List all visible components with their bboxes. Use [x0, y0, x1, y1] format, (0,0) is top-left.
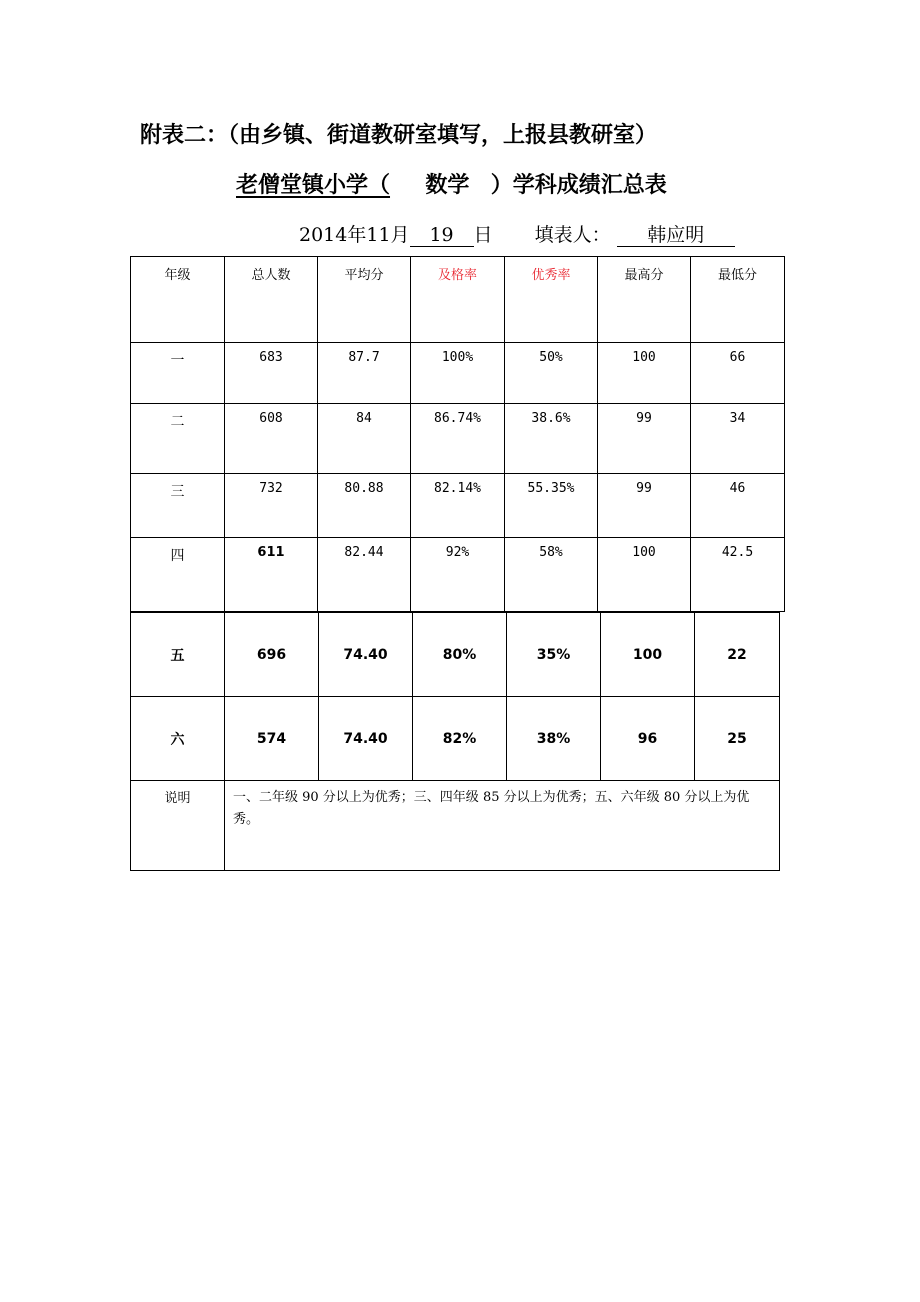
total-cell: 608: [225, 404, 318, 474]
average-cell: 82.44: [318, 538, 411, 612]
header-average: 平均分: [318, 257, 411, 343]
average-cell: 87.7: [318, 343, 411, 404]
dateline: [299, 220, 735, 247]
school-name: 老僧堂镇小学（: [236, 173, 391, 198]
form-title: [236, 168, 667, 199]
heading: 附表二：（由乡镇、街道教研室填写，上报县教研室）: [140, 123, 658, 148]
total-cell: 683: [225, 343, 318, 404]
average-cell: 84: [318, 404, 411, 474]
year-month: 2014年11月: [299, 224, 410, 246]
table-row: [131, 538, 785, 612]
pass-rate-cell: 92%: [411, 538, 505, 612]
grade-cell: 四: [131, 538, 225, 612]
excellent-rate-cell: 55.35%: [505, 474, 598, 538]
pass-rate-cell: 86.74%: [411, 404, 505, 474]
table-row: [131, 613, 780, 697]
header-total: 总人数: [225, 257, 318, 343]
min-cell: 46: [691, 474, 785, 538]
score-table-bottom: [130, 612, 780, 871]
total-cell: 574: [225, 697, 319, 781]
excellent-rate-cell: 38%: [507, 697, 601, 781]
excellent-rate-cell: 50%: [505, 343, 598, 404]
max-cell: 100: [601, 613, 695, 697]
total-cell: 611: [225, 538, 318, 612]
excellent-rate-cell: 38.6%: [505, 404, 598, 474]
filler-label: 填表人：: [534, 224, 611, 246]
min-cell: 25: [695, 697, 780, 781]
average-cell: 80.88: [318, 474, 411, 538]
grade-cell: 六: [131, 697, 225, 781]
title-suffix: ）学科成绩汇总表: [490, 173, 667, 198]
pass-rate-cell: 82.14%: [411, 474, 505, 538]
average-cell: 74.40: [319, 697, 413, 781]
filler-name: 韩应明: [617, 224, 735, 247]
average-cell: 74.40: [319, 613, 413, 697]
header-max: 最高分: [598, 257, 691, 343]
min-cell: 34: [691, 404, 785, 474]
table-row: [131, 404, 785, 474]
pass-rate-cell: 100%: [411, 343, 505, 404]
pass-rate-cell: 80%: [413, 613, 507, 697]
grade-cell: 三: [131, 474, 225, 538]
max-cell: 100: [598, 343, 691, 404]
header-row: [131, 257, 785, 343]
note-row: [131, 781, 780, 871]
grade-cell: 一: [131, 343, 225, 404]
max-cell: 99: [598, 404, 691, 474]
max-cell: 100: [598, 538, 691, 612]
grade-cell: 二: [131, 404, 225, 474]
total-cell: 696: [225, 613, 319, 697]
table-row: [131, 697, 780, 781]
min-cell: 66: [691, 343, 785, 404]
day-suffix: 日: [473, 224, 493, 246]
note-text: 一、二年级 90 分以上为优秀；三、四年级 85 分以上为优秀；五、六年级 80 分以上为优秀。: [225, 781, 780, 871]
min-cell: 42.5: [691, 538, 785, 612]
header-min: 最低分: [691, 257, 785, 343]
max-cell: 96: [601, 697, 695, 781]
day-value: 19: [410, 224, 474, 247]
header-grade: 年级: [131, 257, 225, 343]
min-cell: 22: [695, 613, 780, 697]
header-excellent-rate: 优秀率: [505, 257, 598, 343]
grade-cell: 五: [131, 613, 225, 697]
pass-rate-cell: 82%: [413, 697, 507, 781]
subject-name: 数学: [425, 173, 470, 198]
table-row: [131, 474, 785, 538]
score-table-top: [130, 256, 785, 612]
table-row: [131, 343, 785, 404]
max-cell: 99: [598, 474, 691, 538]
header-pass-rate: 及格率: [411, 257, 505, 343]
excellent-rate-cell: 58%: [505, 538, 598, 612]
excellent-rate-cell: 35%: [507, 613, 601, 697]
total-cell: 732: [225, 474, 318, 538]
note-label: 说明: [131, 781, 225, 871]
